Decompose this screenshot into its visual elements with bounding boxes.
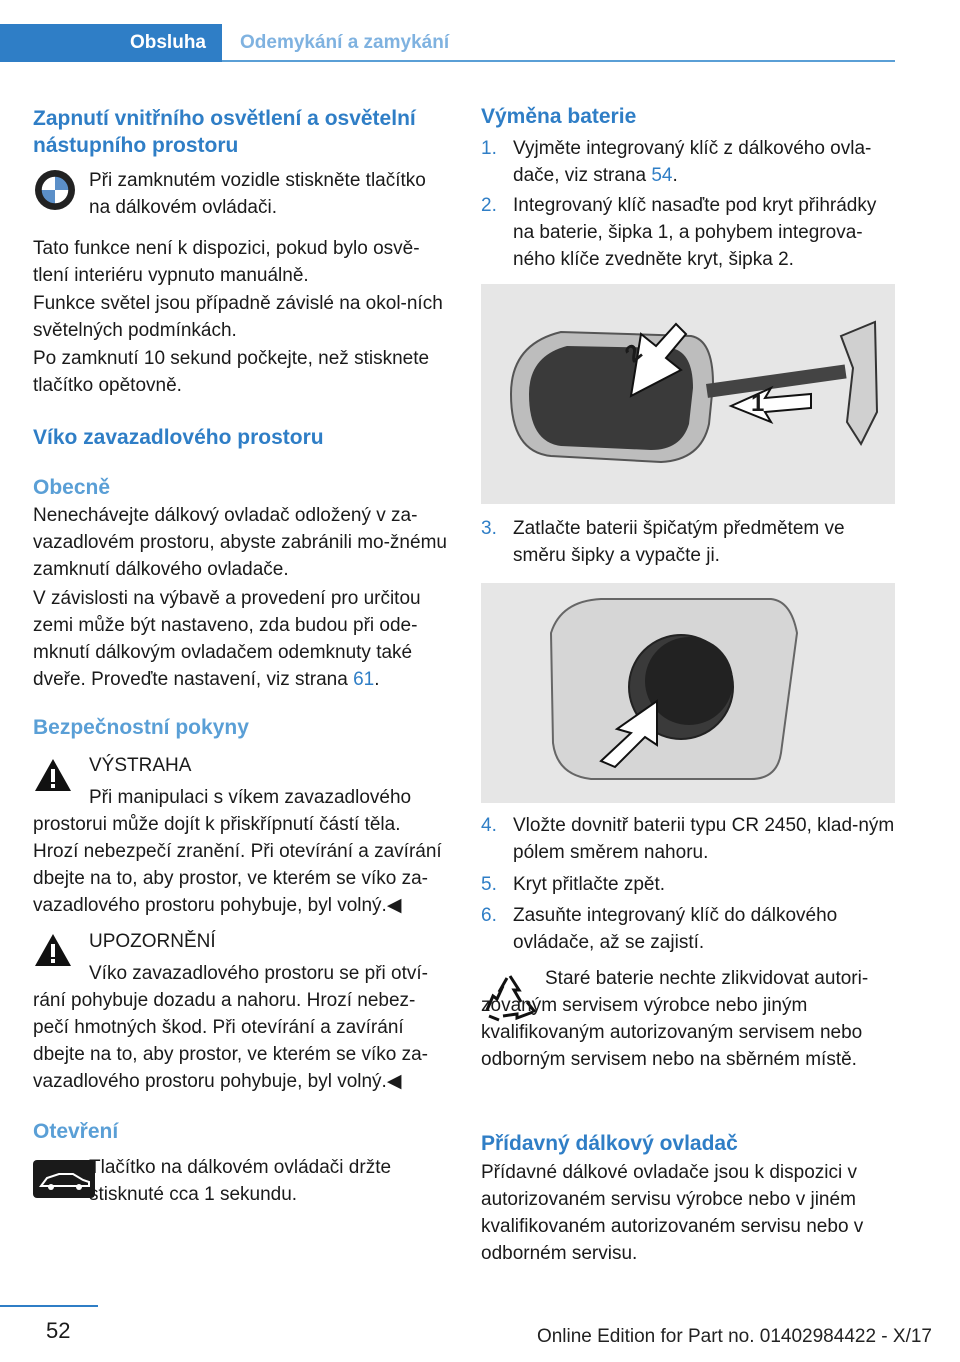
page-link-54[interactable]: 54 (651, 165, 673, 186)
step-6-text: Zasuňte integrovaný klíč do dálkového ovládače, až se zajistí. (513, 905, 838, 953)
step-1-text (513, 135, 897, 189)
general-paragraph-2-text: V závislosti na výbavě a provedení pro určitou zemi může být nastaveno, zda budou při ode‐mknutí dálkovým ovladačem odemknuty také dveře. Proveďte nastavení, viz strana (33, 588, 421, 690)
general-paragraph-2 (33, 585, 448, 693)
battery-illustration (481, 583, 895, 803)
recycling-text: Staré baterie nechte zlikvidovat autori‐zovaným servisem výrobce nebo jiným kvalifikovaným autorizovaným servisem nebo odborným servisem nebo na sběrném místě. (481, 968, 869, 1070)
step-1-label: Vyjměte integrovaný klíč z dálkového ovla‐dače, viz strana (513, 138, 872, 186)
step-4-text: Vložte dovnitř baterii typu CR 2450, klad‐ným pólem směrem nahoru. (513, 815, 895, 863)
tab-odemykani[interactable]: Odemykání a zamykání (240, 32, 450, 53)
step-2-text: Integrovaný klíč nasaďte pod kryt přihrádky na baterie, šipka 1, a pohybem integrova‐ného klíče zvedněte kryt, šipka 2. (513, 195, 877, 270)
footer-rule (0, 1305, 98, 1307)
left-column (33, 100, 448, 1220)
lighting-paragraph-2: Funkce světel jsou případně závislé na okol‐ních světelných podmínkách. (33, 293, 443, 341)
bmw-logo-icon (33, 168, 77, 220)
car-trunk-icon (33, 1160, 95, 1206)
general-paragraph-2-end: . (374, 669, 380, 690)
figure-battery-remove (481, 583, 895, 803)
step-2-number: 2. (481, 195, 497, 216)
figure-arrow-1-label: 1 (751, 390, 765, 417)
step-5-text: Kryt přitlačte zpět. (513, 874, 666, 895)
step-1-number: 1. (481, 138, 497, 159)
opening-text: Tlačítko na dálkovém ovládači držte stisknuté cca 1 sekundu. (89, 1157, 392, 1205)
tab-obsluha[interactable]: Obsluha (0, 24, 222, 62)
lighting-paragraph-3: Po zamknutí 10 sekund počkejte, než stisknete tlačítko opětovně. (33, 348, 430, 396)
step-5-number: 5. (481, 874, 497, 895)
warning-title: VÝSTRAHA (89, 755, 192, 776)
general-paragraph-1: Nenechávejte dálkový ovladač odložený v za‐vazadlovém prostoru, abyste zabránili mo‐žnému zamknutí dálkového ovladače. (33, 505, 447, 580)
lighting-icon-text: Při zamknutém vozidle stiskněte tlačítko na dálkovém ovládači. (89, 170, 426, 218)
section-title-lighting: Zapnutí vnitřního osvětlení a osvětelní nástupního prostoru (33, 107, 416, 157)
step-6-number: 6. (481, 905, 497, 926)
figure-key-remove (481, 284, 895, 504)
page-number: 52 (46, 1318, 71, 1343)
page-link-61[interactable]: 61 (353, 669, 375, 690)
edition-note: Online Edition for Part no. 01402984422 - X/17 (536, 1326, 932, 1347)
section-title-tailgate: Víko zavazadlového prostoru (33, 426, 324, 449)
warning-text: Při manipulaci s víkem zavazadlového prostorui může dojít k přiskřípnutí částí těla. Hrozí nebezpečí zranění. Při otevírání a zavírání dbejte na to, aby prostor, ve kterém se víko za‐vazadlového prostoru pohybuje, byl volný.◀ (33, 787, 442, 916)
section-title-battery: Výměna baterie (481, 105, 637, 128)
subheading-general: Obecně (33, 476, 111, 499)
lighting-paragraph-1: Tato funkce není k dispozici, pokud bylo osvě‐tlení interiéru vypnuto manuálně. (33, 238, 420, 286)
subheading-safety: Bezpečnostní pokyny (33, 716, 249, 739)
section-title-extra-remote: Přídavný dálkový ovladač (481, 1132, 738, 1155)
key-illustration (481, 284, 895, 504)
extra-remote-text: Přídavné dálkové ovladače jsou k dispozici v autorizovaném servisu výrobce nebo v jiném kvalifikovaném autorizovaném servisu nebo v odborném servisu. (481, 1162, 864, 1264)
step-1-end: . (672, 165, 678, 186)
caution-text: Víko zavazadlového prostoru se při otví‐rání pohybuje dozadu a nahoru. Hrozí nebez‐pečí hmotných škod. Při otevírání a zavírání dbejte na to, aby prostor, ve kterém se víko za‐vazadlového prostoru pohybuje, byl volný.◀ (33, 963, 429, 1092)
subheading-opening: Otevření (33, 1120, 119, 1143)
figure-arrow-2-label: 2 (619, 338, 648, 369)
right-column (481, 100, 896, 1264)
caution-title: UPOZORNĚNÍ (89, 931, 216, 952)
step-3-text: Zatlačte baterii špičatým předmětem ve směru šipky a vypačte ji. (513, 518, 845, 566)
step-3-number: 3. (481, 518, 497, 539)
step-4-number: 4. (481, 815, 497, 836)
